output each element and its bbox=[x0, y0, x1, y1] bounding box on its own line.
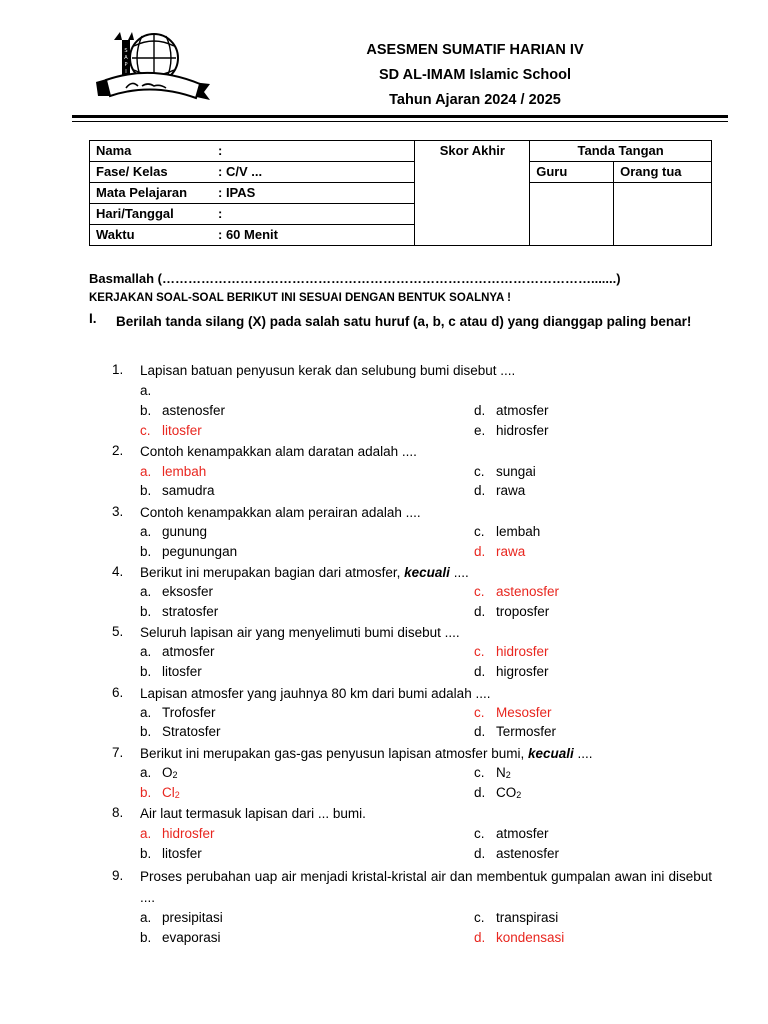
answer-option[interactable]: a. Trofosfer bbox=[140, 705, 216, 720]
question-text: Berikut ini merupakan bagian dari atmosfer, kecuali .... bbox=[140, 565, 469, 580]
answer-option[interactable]: d. astenosfer bbox=[474, 846, 560, 861]
header-divider-thin bbox=[72, 121, 728, 122]
answer-option[interactable]: a. eksosfer bbox=[140, 584, 214, 599]
question-number: 4. bbox=[112, 564, 124, 579]
date-row[interactable]: Hari/Tanggal : bbox=[90, 204, 415, 225]
answer-option[interactable]: c. astenosfer bbox=[474, 584, 560, 599]
answer-option[interactable]: d. Termosfer bbox=[474, 724, 557, 739]
academic-year: Tahun Ajaran 2024 / 2025 bbox=[389, 92, 561, 108]
answer-option[interactable]: a. atmosfer bbox=[140, 644, 215, 659]
question-text: Lapisan atmosfer yang jauhnya 80 km dari bumi adalah .... bbox=[140, 686, 491, 701]
score-header: Skor Akhir bbox=[439, 143, 505, 158]
answer-option[interactable]: b. litosfer bbox=[140, 664, 202, 679]
question-number: 2. bbox=[112, 443, 124, 458]
answer-option[interactable]: b. samudra bbox=[140, 483, 215, 498]
time-row: Waktu : 60 Menit bbox=[90, 225, 415, 246]
question-number: 9. bbox=[112, 868, 124, 883]
answer-option[interactable]: c. litosfer bbox=[140, 423, 202, 438]
question-text: Contoh kenampakkan alam daratan adalah .... bbox=[140, 444, 417, 459]
question-text: Contoh kenampakkan alam perairan adalah .... bbox=[140, 505, 421, 520]
answer-option[interactable]: d. atmosfer bbox=[474, 403, 549, 418]
question-number: 5. bbox=[112, 624, 124, 639]
answer-option[interactable]: b. stratosfer bbox=[140, 604, 219, 619]
answer-option[interactable]: b. evaporasi bbox=[140, 930, 221, 945]
answer-option[interactable]: c. $N_2$ bbox=[474, 765, 511, 780]
answer-option[interactable]: b. pegunungan bbox=[140, 544, 238, 559]
answer-option[interactable]: d. kondensasi bbox=[474, 930, 565, 945]
answer-option[interactable]: c. Mesosfer bbox=[474, 705, 552, 720]
teacher-label: Guru bbox=[530, 162, 614, 183]
answer-option[interactable]: c. atmosfer bbox=[474, 826, 549, 841]
question-text: Proses perubahan uap air menjadi kristal-kristal air dan membentuk gumpalan awan ini disebut .... bbox=[140, 869, 712, 905]
answer-option[interactable]: b. astenosfer bbox=[140, 403, 226, 418]
parent-label: Orang tua bbox=[614, 162, 712, 183]
question-text: Seluruh lapisan air yang menyelimuti bumi disebut .... bbox=[140, 625, 460, 640]
answer-option[interactable]: a. bbox=[140, 383, 152, 398]
teacher-signature-box[interactable] bbox=[530, 183, 614, 246]
answer-option[interactable]: b. litosfer bbox=[140, 846, 202, 861]
svg-text:S: S bbox=[124, 48, 128, 54]
answer-option[interactable]: d. troposfer bbox=[474, 604, 550, 619]
question-text: Berikut ini merupakan gas-gas penyusun lapisan atmosfer bumi, kecuali .... bbox=[140, 746, 593, 761]
question-number: 7. bbox=[112, 745, 124, 760]
answer-option[interactable]: d. rawa bbox=[474, 544, 526, 559]
answer-option[interactable]: c. sungai bbox=[474, 464, 536, 479]
answer-option[interactable]: a. presipitasi bbox=[140, 910, 223, 925]
question-number: 3. bbox=[112, 504, 124, 519]
answer-option[interactable]: b. Stratosfer bbox=[140, 724, 221, 739]
section-number: I. bbox=[89, 311, 97, 326]
header-divider bbox=[72, 115, 728, 118]
student-info-table bbox=[89, 140, 712, 246]
school-name: SD AL-IMAM Islamic School bbox=[378, 67, 571, 83]
exam-title: ASESMEN SUMATIF HARIAN IV bbox=[366, 42, 584, 58]
parent-signature-box[interactable] bbox=[614, 183, 712, 246]
name-row[interactable]: Nama : bbox=[90, 141, 415, 162]
answer-option[interactable]: d. $CO_2$ bbox=[474, 785, 522, 800]
svg-text:P: P bbox=[124, 62, 128, 68]
question-number: 6. bbox=[112, 685, 124, 700]
subject-row: Mata Pelajaran : IPAS bbox=[90, 183, 415, 204]
svg-text:I: I bbox=[125, 69, 127, 75]
answer-option[interactable]: c. lembah bbox=[474, 524, 541, 539]
question-text: Lapisan batuan penyusun kerak dan selubung bumi disebut .... bbox=[140, 363, 516, 378]
answer-option[interactable]: c. hidrosfer bbox=[474, 644, 549, 659]
answer-option[interactable]: d. higrosfer bbox=[474, 664, 549, 679]
question-number: 1. bbox=[112, 362, 124, 377]
score-cell[interactable] bbox=[415, 141, 530, 246]
answer-option[interactable]: e. hidrosfer bbox=[474, 423, 549, 438]
answer-option[interactable]: b. $Cl_2$ bbox=[140, 785, 180, 800]
class-row[interactable]: Fase/ Kelas : C/V ... bbox=[90, 162, 415, 183]
svg-text:A: A bbox=[124, 55, 128, 61]
section-instruction: Berilah tanda silang (X) pada salah satu huruf (a, b, c atau d) yang dianggap paling benar! bbox=[116, 314, 692, 329]
answer-option[interactable]: d. rawa bbox=[474, 483, 526, 498]
answer-option[interactable]: a. $O_2$ bbox=[140, 765, 178, 780]
answer-option[interactable]: a. gunung bbox=[140, 524, 208, 539]
question-number: 8. bbox=[112, 805, 124, 820]
question-text: Air laut termasuk lapisan dari ... bumi. bbox=[140, 806, 366, 821]
answer-option[interactable]: c. transpirasi bbox=[474, 910, 559, 925]
instruction-text: KERJAKAN SOAL-SOAL BERIKUT INI SESUAI DENGAN BENTUK SOALNYA ! bbox=[89, 292, 511, 304]
basmallah-line: Basmallah (……………………………………………………………………………………….......) bbox=[89, 271, 621, 286]
answer-option[interactable]: a. lembah bbox=[140, 464, 207, 479]
school-crest-logo-icon bbox=[92, 30, 214, 106]
answer-option[interactable]: a. hidrosfer bbox=[140, 826, 215, 841]
signature-header: Tanda Tangan bbox=[530, 141, 712, 162]
